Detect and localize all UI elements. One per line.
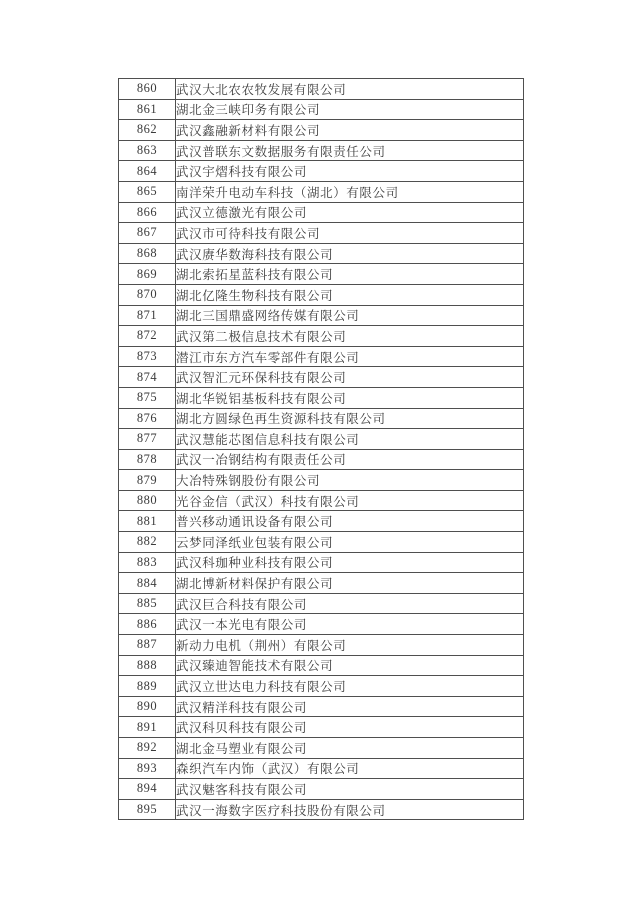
company-name: 武汉科珈种业科技有限公司 — [176, 552, 524, 573]
table-row — [119, 346, 524, 367]
row-number: 880 — [119, 490, 176, 511]
table-row — [119, 79, 524, 100]
company-name: 武汉第二极信息技术有限公司 — [176, 326, 524, 347]
table-row — [119, 161, 524, 182]
row-number: 863 — [119, 140, 176, 161]
table-row — [119, 367, 524, 388]
row-number: 884 — [119, 573, 176, 594]
table-row — [119, 140, 524, 161]
row-number: 887 — [119, 635, 176, 656]
table-row — [119, 470, 524, 491]
row-number: 891 — [119, 717, 176, 738]
row-number: 870 — [119, 284, 176, 305]
table-row — [119, 243, 524, 264]
company-name: 武汉智汇元环保科技有限公司 — [176, 367, 524, 388]
row-number: 869 — [119, 264, 176, 285]
company-name: 武汉鑫融新材料有限公司 — [176, 120, 524, 141]
company-name: 武汉一海数字医疗科技股份有限公司 — [176, 799, 524, 820]
row-number: 864 — [119, 161, 176, 182]
row-number: 868 — [119, 243, 176, 264]
table-row — [119, 429, 524, 450]
row-number: 878 — [119, 449, 176, 470]
row-number: 895 — [119, 799, 176, 820]
row-number: 875 — [119, 387, 176, 408]
row-number: 879 — [119, 470, 176, 491]
table-row — [119, 532, 524, 553]
row-number: 876 — [119, 408, 176, 429]
table-row — [119, 635, 524, 656]
company-name: 潜江市东方汽车零部件有限公司 — [176, 346, 524, 367]
row-number: 866 — [119, 202, 176, 223]
table-row — [119, 120, 524, 141]
table-row — [119, 99, 524, 120]
company-table-body — [119, 79, 524, 820]
table-row — [119, 326, 524, 347]
company-name: 武汉立世达电力科技有限公司 — [176, 676, 524, 697]
row-number: 881 — [119, 511, 176, 532]
company-name: 湖北亿隆生物科技有限公司 — [176, 284, 524, 305]
table-row — [119, 758, 524, 779]
table-row — [119, 490, 524, 511]
company-name: 新动力电机（荆州）有限公司 — [176, 635, 524, 656]
table-row — [119, 614, 524, 635]
row-number: 894 — [119, 779, 176, 800]
row-number: 867 — [119, 223, 176, 244]
company-table — [118, 78, 524, 820]
company-name: 武汉巨合科技有限公司 — [176, 593, 524, 614]
table-row — [119, 655, 524, 676]
row-number: 872 — [119, 326, 176, 347]
row-number: 888 — [119, 655, 176, 676]
table-row — [119, 593, 524, 614]
company-name: 南洋荣升电动车科技（湖北）有限公司 — [176, 181, 524, 202]
table-row — [119, 408, 524, 429]
table-row — [119, 717, 524, 738]
row-number: 862 — [119, 120, 176, 141]
company-name: 武汉普联东文数据服务有限责任公司 — [176, 140, 524, 161]
company-name: 湖北方圆绿色再生资源科技有限公司 — [176, 408, 524, 429]
table-row — [119, 779, 524, 800]
row-number: 861 — [119, 99, 176, 120]
company-name: 大冶特殊钢股份有限公司 — [176, 470, 524, 491]
company-name: 武汉慧能芯图信息科技有限公司 — [176, 429, 524, 450]
table-row — [119, 511, 524, 532]
company-name: 湖北博新材料保护有限公司 — [176, 573, 524, 594]
table-row — [119, 202, 524, 223]
company-name: 普兴移动通讯设备有限公司 — [176, 511, 524, 532]
row-number: 893 — [119, 758, 176, 779]
company-name: 湖北索拓星蓝科技有限公司 — [176, 264, 524, 285]
row-number: 873 — [119, 346, 176, 367]
table-row — [119, 264, 524, 285]
row-number: 883 — [119, 552, 176, 573]
table-row — [119, 223, 524, 244]
table-row — [119, 676, 524, 697]
company-name: 湖北华锐铝基板科技有限公司 — [176, 387, 524, 408]
table-row — [119, 181, 524, 202]
table-row — [119, 573, 524, 594]
company-table-container — [118, 78, 524, 820]
row-number: 877 — [119, 429, 176, 450]
table-row — [119, 696, 524, 717]
company-name: 武汉市可待科技有限公司 — [176, 223, 524, 244]
company-name: 武汉宇熠科技有限公司 — [176, 161, 524, 182]
company-name: 武汉臻迪智能技术有限公司 — [176, 655, 524, 676]
company-name: 森织汽车内饰（武汉）有限公司 — [176, 758, 524, 779]
table-row — [119, 552, 524, 573]
company-name: 湖北金马塑业有限公司 — [176, 738, 524, 759]
company-name: 武汉精洋科技有限公司 — [176, 696, 524, 717]
table-row — [119, 738, 524, 759]
company-name: 武汉一本光电有限公司 — [176, 614, 524, 635]
row-number: 889 — [119, 676, 176, 697]
table-row — [119, 284, 524, 305]
row-number: 865 — [119, 181, 176, 202]
company-name: 湖北三国鼎盛网络传媒有限公司 — [176, 305, 524, 326]
row-number: 885 — [119, 593, 176, 614]
company-name: 湖北金三峡印务有限公司 — [176, 99, 524, 120]
row-number: 860 — [119, 79, 176, 100]
company-name: 武汉科贝科技有限公司 — [176, 717, 524, 738]
row-number: 874 — [119, 367, 176, 388]
company-name: 武汉一冶钢结构有限责任公司 — [176, 449, 524, 470]
row-number: 892 — [119, 738, 176, 759]
row-number: 886 — [119, 614, 176, 635]
company-name: 武汉立德激光有限公司 — [176, 202, 524, 223]
company-name: 光谷金信（武汉）科技有限公司 — [176, 490, 524, 511]
row-number: 871 — [119, 305, 176, 326]
table-row — [119, 799, 524, 820]
company-name: 武汉大北农农牧发展有限公司 — [176, 79, 524, 100]
company-name: 武汉魅客科技有限公司 — [176, 779, 524, 800]
table-row — [119, 449, 524, 470]
table-row — [119, 387, 524, 408]
row-number: 882 — [119, 532, 176, 553]
table-row — [119, 305, 524, 326]
row-number: 890 — [119, 696, 176, 717]
company-name: 云梦同泽纸业包装有限公司 — [176, 532, 524, 553]
company-name: 武汉赓华数海科技有限公司 — [176, 243, 524, 264]
